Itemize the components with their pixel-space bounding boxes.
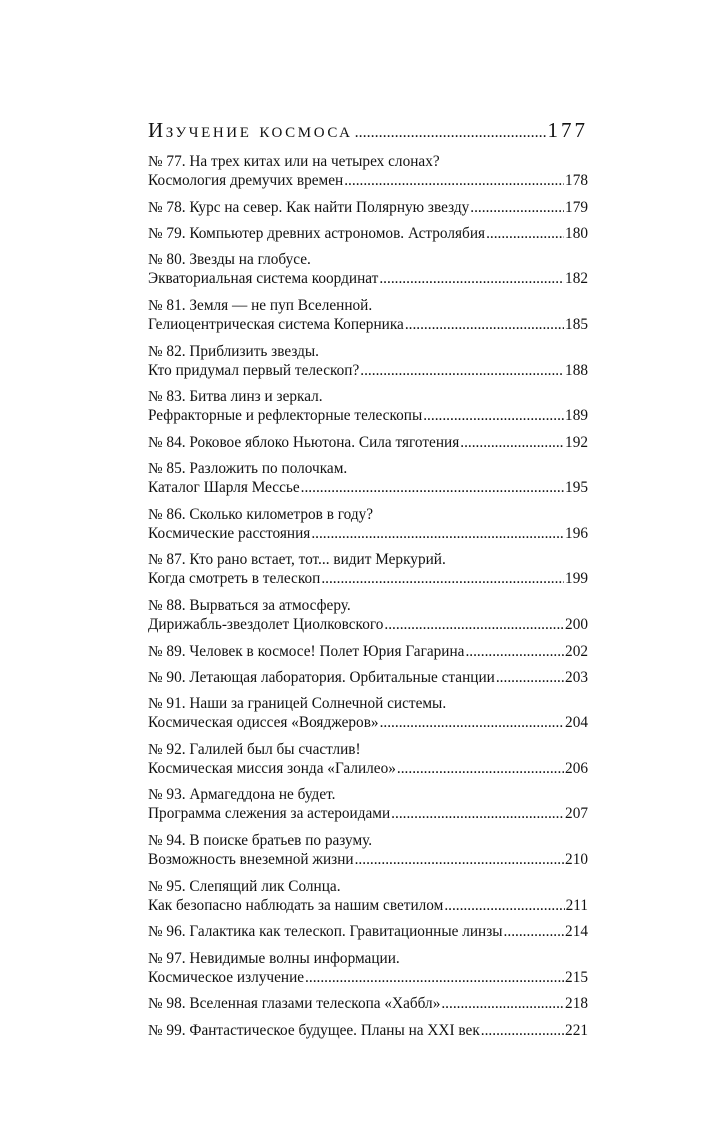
entry-title: № 88. Вырваться за атмосферу.	[148, 596, 351, 614]
entry-leader-line	[148, 896, 588, 915]
entry-subtitle: Гелиоцентрическая система Коперника	[148, 315, 404, 333]
entry-subtitle: Космическое излучение	[148, 968, 305, 986]
entry-leader-line	[148, 433, 588, 452]
entry-title: № 97. Невидимые волны информации.	[148, 949, 400, 967]
entry-title: № 83. Битва линз и зеркал.	[148, 388, 323, 406]
leader-dots	[441, 994, 564, 1013]
leader-dots	[397, 759, 564, 778]
leader-dots	[379, 269, 564, 288]
entry-subtitle: Рефракторные и рефлекторные телескопы	[148, 407, 423, 425]
entry-page-number: 221	[565, 1021, 588, 1039]
leader-dots	[355, 124, 546, 142]
entry-page-number: 182	[565, 270, 588, 288]
toc-entry	[148, 668, 588, 687]
entry-leader-line	[148, 804, 588, 823]
toc-entry	[148, 740, 588, 778]
entry-page-number: 189	[565, 407, 588, 425]
leader-dots	[391, 804, 564, 823]
entry-title: № 95. Слепящий лик Солнца.	[148, 877, 341, 895]
entry-leader-line	[148, 198, 588, 217]
leader-dots	[344, 171, 564, 190]
entry-leader-line	[148, 1021, 588, 1040]
entry-subtitle: Кто придумал первый телескоп?	[148, 361, 360, 379]
leader-dots	[360, 361, 564, 380]
entry-title: № 94. В поиске братьев по разуму.	[148, 832, 373, 850]
entry-subtitle: Когда смотреть в телескоп	[148, 570, 321, 588]
section-page-number: 177	[547, 118, 588, 142]
toc-entry	[148, 785, 588, 823]
toc-entry	[148, 949, 588, 987]
entry-page-number: 218	[565, 995, 588, 1013]
leader-dots	[423, 406, 564, 425]
entry-subtitle: Каталог Шарля Мессье	[148, 479, 300, 497]
toc-entry	[148, 250, 588, 288]
entry-subtitle: Дирижабль-звездолет Циолковского	[148, 615, 384, 633]
entry-title: № 82. Приблизить звезды.	[148, 342, 319, 360]
entry-subtitle: Программа слежения за астероидами	[148, 805, 391, 823]
toc-entry	[148, 342, 588, 380]
entry-subtitle: № 84. Роковое яблоко Ньютона. Сила тяготения	[148, 433, 460, 451]
leader-dots	[311, 524, 564, 543]
entry-title: № 87. Кто рано встает, тот... видит Меркурий.	[148, 551, 446, 569]
table-of-contents	[148, 118, 588, 1047]
toc-entry	[148, 694, 588, 732]
entry-leader-line	[148, 569, 588, 588]
entry-subtitle: № 78. Курс на север. Как найти Полярную звезду	[148, 198, 470, 216]
entry-page-number: 203	[565, 668, 588, 686]
entry-title: № 80. Звезды на глобусе.	[148, 251, 311, 269]
entry-page-number: 192	[565, 433, 588, 451]
entry-subtitle: Космическая миссия зонда «Галилео»	[148, 759, 396, 777]
entry-subtitle: Возможность внеземной жизни	[148, 851, 354, 869]
entry-page-number: 211	[565, 896, 588, 914]
leader-dots	[384, 615, 564, 634]
leader-dots	[470, 198, 564, 217]
entry-title: № 81. Земля — не пуп Вселенной.	[148, 296, 373, 314]
toc-entry	[148, 1021, 588, 1040]
toc-entry	[148, 198, 588, 217]
entry-leader-line	[148, 406, 588, 425]
entry-title: № 77. На трех китах или на четырех слонах?	[148, 153, 440, 170]
leader-dots	[460, 433, 564, 452]
entry-leader-line	[148, 642, 588, 661]
toc-entry	[148, 387, 588, 425]
entry-page-number: 210	[565, 851, 588, 869]
entry-leader-line	[148, 171, 588, 190]
entry-leader-line	[148, 994, 588, 1013]
entry-subtitle: № 79. Компьютер древних астрономов. Астролябия	[148, 224, 486, 242]
entry-leader-line	[148, 850, 588, 869]
entry-leader-line	[148, 968, 588, 987]
leader-dots	[486, 224, 564, 243]
entry-page-number: 214	[565, 923, 588, 941]
entry-leader-line	[148, 315, 588, 334]
toc-entry	[148, 550, 588, 588]
entry-leader-line	[148, 361, 588, 380]
entry-page-number: 195	[565, 479, 588, 497]
entry-subtitle: Как безопасно наблюдать за нашим светилом	[148, 896, 444, 914]
leader-dots	[305, 968, 564, 987]
entry-page-number: 207	[565, 805, 588, 823]
entry-page-number: 188	[565, 361, 588, 379]
entry-page-number: 202	[565, 642, 588, 660]
entry-title: № 92. Галилей был бы счастлив!	[148, 740, 361, 758]
leader-dots	[496, 668, 564, 687]
section-title: Изучение космоса	[148, 118, 353, 142]
entry-leader-line	[148, 224, 588, 243]
toc-entry	[148, 152, 588, 190]
leader-dots	[355, 850, 564, 869]
toc-entry	[148, 642, 588, 661]
entry-subtitle: № 90. Летающая лаборатория. Орбитальные станции	[148, 668, 495, 686]
entry-subtitle: № 99. Фантастическое будущее. Планы на XXI век	[148, 1021, 480, 1039]
entry-leader-line	[148, 668, 588, 687]
entry-page-number: 178	[565, 172, 588, 189]
entry-leader-line	[148, 759, 588, 778]
toc-entry	[148, 877, 588, 915]
entry-page-number: 206	[565, 759, 588, 777]
entry-page-number: 179	[565, 198, 588, 216]
leader-dots	[405, 315, 564, 334]
toc-entry	[148, 459, 588, 497]
leader-dots	[321, 569, 564, 588]
toc-entry	[148, 994, 588, 1013]
entry-leader-line	[148, 478, 588, 497]
entry-page-number: 196	[565, 524, 588, 542]
entry-subtitle: Космическая одиссея «Вояджеров»	[148, 714, 379, 732]
entry-subtitle: Космология дремучих времен	[148, 172, 344, 189]
toc-entries	[148, 152, 588, 1040]
toc-entry	[148, 433, 588, 452]
entry-page-number: 180	[565, 224, 588, 242]
entry-leader-line	[148, 922, 588, 941]
toc-entry	[148, 596, 588, 634]
entry-subtitle: № 98. Вселенная глазами телескопа «Хаббл»	[148, 995, 441, 1013]
entry-title: № 86. Сколько километров в году?	[148, 505, 374, 523]
section-heading	[148, 118, 588, 152]
entry-title: № 91. Наши за границей Солнечной системы.	[148, 695, 447, 713]
leader-dots	[380, 713, 564, 732]
entry-title: № 85. Разложить по полочкам.	[148, 460, 348, 478]
entry-subtitle: Космические расстояния	[148, 524, 311, 542]
entry-page-number: 200	[565, 615, 588, 633]
entry-page-number: 185	[565, 315, 588, 333]
toc-entry	[148, 922, 588, 941]
entry-title: № 93. Армагеддона не будет.	[148, 786, 336, 804]
leader-dots	[301, 478, 564, 497]
toc-entry	[148, 505, 588, 543]
leader-dots	[465, 642, 564, 661]
leader-dots	[444, 896, 564, 915]
entry-subtitle: № 96. Галактика как телескоп. Гравитационные линзы	[148, 923, 503, 941]
entry-page-number: 199	[565, 570, 588, 588]
entry-page-number: 204	[565, 714, 588, 732]
toc-entry	[148, 224, 588, 243]
toc-entry	[148, 296, 588, 334]
entry-leader-line	[148, 269, 588, 288]
entry-subtitle: Экваториальная система координат	[148, 270, 379, 288]
entry-leader-line	[148, 524, 588, 543]
leader-dots	[504, 922, 565, 941]
leader-dots	[481, 1021, 564, 1040]
entry-leader-line	[148, 713, 588, 732]
entry-leader-line	[148, 615, 588, 634]
entry-page-number: 215	[565, 968, 588, 986]
toc-entry	[148, 831, 588, 869]
entry-subtitle: № 89. Человек в космосе! Полет Юрия Гагарина	[148, 642, 465, 660]
